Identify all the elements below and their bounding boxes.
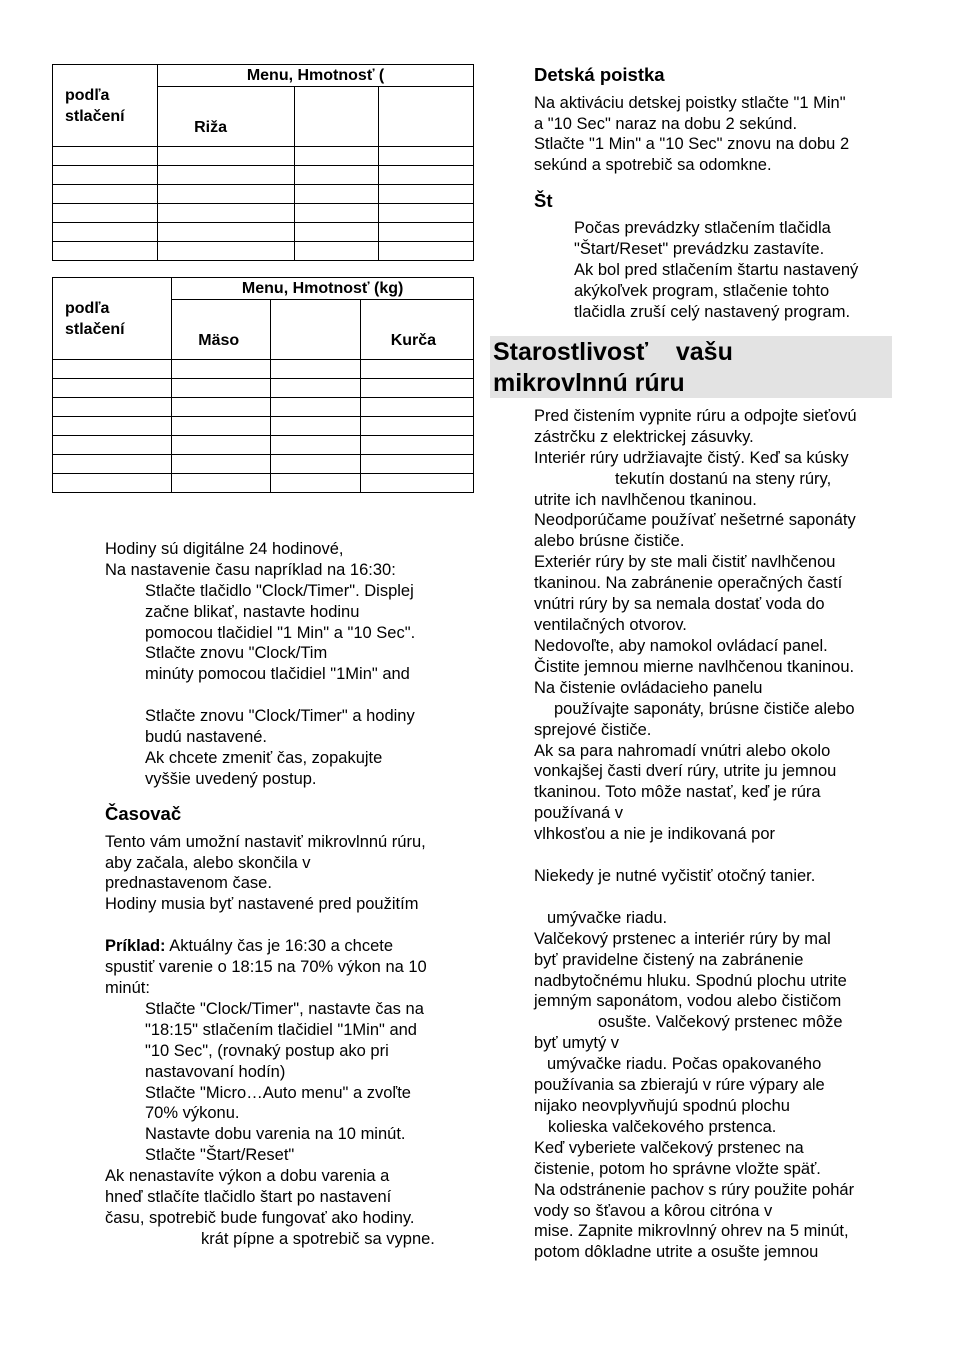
care-line-21: vlhkosťou a nie je indikovaná por bbox=[534, 825, 776, 843]
care-line-29: byť umytý v bbox=[534, 1034, 620, 1052]
care-line-27: jemným saponátom, vodou alebo čističom bbox=[534, 992, 842, 1010]
care-heading-line1: Starostlivosť vašu bbox=[493, 338, 733, 366]
start-reset-line-4: akýkoľvek program, stlačenie tohto bbox=[574, 282, 830, 300]
care-line-25: byť pravidelne čistený na zabránenie bbox=[534, 951, 804, 969]
table-row bbox=[53, 166, 474, 185]
care-line-24: Valčekový prstenec a interiér rúry by mal bbox=[534, 930, 831, 948]
care-line-30: umývačke riadu. Počas opakovaného bbox=[547, 1055, 822, 1073]
care-line-8: Exteriér rúry by ste mali čistiť navlhčenou bbox=[534, 553, 836, 571]
example-line-10: Stlačte "Štart/Reset" bbox=[145, 1146, 295, 1164]
care-line-12: Nedovoľte, aby namokol ovládací panel. bbox=[534, 637, 828, 655]
care-line-28: osušte. Valčekový prstenec môže bbox=[598, 1013, 843, 1031]
table-row bbox=[53, 398, 474, 417]
table2-press-header-line2: stlačení bbox=[65, 320, 125, 338]
clock-line-9: budú nastavené. bbox=[145, 728, 268, 746]
example-line-14: krát pípne a spotrebič sa vypne. bbox=[201, 1230, 435, 1248]
example-line-7: Stlačte "Micro…Auto menu" a zvoľte bbox=[145, 1084, 411, 1102]
care-line-4: tekutín dostanú na steny rúry, bbox=[615, 470, 832, 488]
care-line-20: používaná v bbox=[534, 804, 623, 822]
care-line-1: Pred čistením vypnite rúru a odpojte sieťovú bbox=[534, 407, 857, 425]
table-row bbox=[53, 204, 474, 223]
start-reset-line-2: "Štart/Reset" prevádzku zastavíte. bbox=[574, 240, 825, 258]
clock-line-11: vyššie uvedený postup. bbox=[145, 770, 317, 788]
care-line-19: tkaninou. Toto môže nastať, keď je rúra bbox=[534, 783, 821, 801]
clock-line-6: Stlačte znovu "Clock/Tim bbox=[145, 644, 328, 662]
care-line-11: ventilačných otvorov. bbox=[534, 616, 687, 634]
table1-col2-header bbox=[295, 87, 378, 147]
timer-line-1: Tento vám umožní nastaviť mikrovlnnú rúru, bbox=[105, 833, 426, 851]
example-first-line bbox=[105, 936, 393, 957]
example-line-13: času, spotrebič bude fungovať ako hodiny. bbox=[105, 1209, 415, 1227]
start-reset-line-3: Ak bol pred stlačením štartu nastavený bbox=[574, 261, 859, 279]
table-row bbox=[53, 436, 474, 455]
table1-press-header-line1: podľa bbox=[65, 86, 110, 104]
care-line-22: Niekedy je nutné vyčistiť otočný tanier. bbox=[534, 867, 816, 885]
care-line-35: čistenie, potom ho správne vložte späť. bbox=[534, 1160, 821, 1178]
start-reset-line-1: Počas prevádzky stlačením tlačidla bbox=[574, 219, 831, 237]
timer-line-3: prednastavenom čase. bbox=[105, 874, 272, 892]
care-line-6: Neodporúčame používať nešetrné saponáty bbox=[534, 511, 856, 529]
child-lock-line-2: a "10 Sec" naraz na dobu 2 sekúnd. bbox=[534, 115, 798, 133]
table1-menu-weight-header: Menu, Hmotnosť ( bbox=[158, 65, 474, 87]
care-line-31: používania sa zbierajú v rúre výpary ale bbox=[534, 1076, 825, 1094]
example-first-text: Aktuálny čas je 16:30 a chcete bbox=[165, 937, 394, 955]
example-line-6: nastavovaní hodín) bbox=[145, 1063, 286, 1081]
clock-line-5: pomocou tlačidiel "1 Min" a "10 Sec". bbox=[145, 624, 416, 642]
table2-col-meat-header: Mäso bbox=[172, 300, 270, 360]
example-label: Príklad: bbox=[105, 937, 166, 955]
child-lock-line-3: Stlačte "1 Min" a "10 Sec" znovu na dobu 2 bbox=[534, 135, 850, 153]
start-reset-line-5: tlačidla zruší celý nastavený program. bbox=[574, 303, 851, 321]
example-line-3: Stlačte "Clock/Timer", nastavte čas na bbox=[145, 1000, 424, 1018]
child-lock-heading: Detská poistka bbox=[534, 64, 665, 85]
table1-col3-header bbox=[378, 87, 473, 147]
table-row bbox=[53, 242, 474, 261]
care-line-13: Čistite jemnou mierne navlhčenou tkaninou. bbox=[534, 658, 855, 676]
table-row bbox=[53, 147, 474, 166]
care-line-39: potom dôkladne utrite a osušte jemnou bbox=[534, 1243, 819, 1261]
child-lock-line-1: Na aktiváciu detskej poistky stlačte "1 Min" bbox=[534, 94, 846, 112]
care-line-5: utrite ich navlhčenou tkaninou. bbox=[534, 491, 757, 509]
table2-press-header-line1: podľa bbox=[65, 299, 110, 317]
care-line-2: zástrčku z elektrickej zásuvky. bbox=[534, 428, 754, 446]
clock-line-8: Stlačte znovu "Clock/Timer" a hodiny bbox=[145, 707, 415, 725]
timer-line-4: Hodiny musia byť nastavené pred použitím bbox=[105, 895, 419, 913]
timer-heading: Časovač bbox=[105, 803, 182, 824]
menu-weight-table-1 bbox=[52, 64, 474, 261]
table1-col-rice-header: Riža bbox=[158, 87, 295, 147]
table-row bbox=[53, 360, 474, 379]
care-line-16: sprejové čističe. bbox=[534, 721, 652, 739]
care-line-18: vonkajšej časti dverí rúry, utrite ju jemnou bbox=[534, 762, 837, 780]
care-line-23: umývačke riadu. bbox=[547, 909, 668, 927]
care-line-26: nadbytočnému hluku. Spodnú plochu utrite bbox=[534, 972, 847, 990]
menu-weight-table-2 bbox=[52, 277, 474, 493]
care-line-17: Ak sa para nahromadí vnútri alebo okolo bbox=[534, 742, 831, 760]
table1-press-header-line2: stlačení bbox=[65, 107, 125, 125]
example-line-9: Nastavte dobu varenia na 10 minút. bbox=[145, 1125, 406, 1143]
care-line-34: Keď vyberiete valčekový prstenec na bbox=[534, 1139, 804, 1157]
table2-press-header bbox=[53, 278, 172, 360]
table-row bbox=[53, 223, 474, 242]
table1-press-header bbox=[53, 65, 158, 147]
care-line-14: Na čistenie ovládacieho panelu bbox=[534, 679, 763, 697]
table-row bbox=[53, 417, 474, 436]
example-line-5: "10 Sec", (rovnaký postup ako pri bbox=[145, 1042, 389, 1060]
table-row bbox=[53, 455, 474, 474]
table-row bbox=[53, 185, 474, 204]
clock-line-2: Na nastavenie času napríklad na 16:30: bbox=[105, 561, 396, 579]
care-line-15: používajte saponáty, brúsne čističe alebo bbox=[554, 700, 855, 718]
clock-line-10: Ak chcete zmeniť čas, zopakujte bbox=[145, 749, 383, 767]
care-line-38: mise. Zapnite mikrovlnný ohrev na 5 minút, bbox=[534, 1222, 849, 1240]
care-heading-line2: mikrovlnnú rúru bbox=[493, 369, 685, 397]
start-reset-heading: Št bbox=[534, 190, 553, 211]
care-line-10: vnútri rúry by sa nemala dostať voda do bbox=[534, 595, 825, 613]
example-line-4: "18:15" stlačením tlačidiel "1Min" and bbox=[145, 1021, 417, 1039]
care-line-3: Interiér rúry udržiavajte čistý. Keď sa kúsky bbox=[534, 449, 849, 467]
care-line-36: Na odstránenie pachov s rúry použite pohár bbox=[534, 1181, 855, 1199]
table2-col2-header bbox=[270, 300, 360, 360]
clock-line-7: minúty pomocou tlačidiel "1Min" and bbox=[145, 665, 410, 683]
care-line-37: vody so šťavou a kôrou citróna v bbox=[534, 1202, 773, 1220]
table-row bbox=[53, 379, 474, 398]
child-lock-line-4: sekúnd a spotrebič sa odomkne. bbox=[534, 156, 772, 174]
care-line-7: alebo brúsne čističe. bbox=[534, 532, 685, 550]
example-line-2: minút: bbox=[105, 979, 150, 997]
example-line-8: 70% výkonu. bbox=[145, 1104, 240, 1122]
care-line-33: kolieska valčekového prstenca. bbox=[548, 1118, 777, 1136]
timer-line-2: aby začala, alebo skončila v bbox=[105, 854, 311, 872]
clock-line-3: Stlačte tlačidlo "Clock/Timer". Displej bbox=[145, 582, 414, 600]
clock-line-4: začne blikať, nastavte hodinu bbox=[145, 603, 360, 621]
care-line-9: tkaninou. Na zabránenie operačných častí bbox=[534, 574, 843, 592]
example-line-11: Ak nenastavíte výkon a dobu varenia a bbox=[105, 1167, 390, 1185]
clock-line-1: Hodiny sú digitálne 24 hodinové, bbox=[105, 540, 344, 558]
example-line-12: hneď stlačíte tlačidlo štart po nastavení bbox=[105, 1188, 392, 1206]
care-line-32: nijako neovplyvňujú spodnú plochu bbox=[534, 1097, 790, 1115]
example-line-1: spustiť varenie o 18:15 na 70% výkon na 10 bbox=[105, 958, 427, 976]
table-row bbox=[53, 474, 474, 493]
table2-col-chicken-header: Kurča bbox=[360, 300, 473, 360]
table2-menu-weight-header: Menu, Hmotnosť (kg) bbox=[172, 278, 474, 300]
